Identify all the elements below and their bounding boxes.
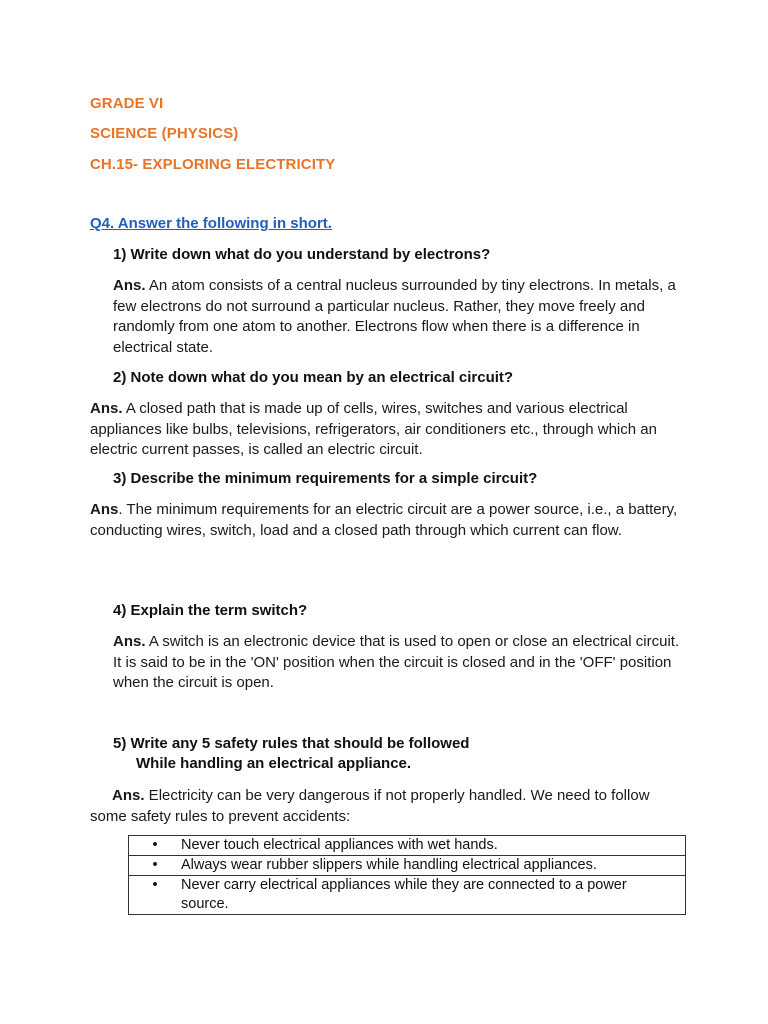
answer-1-label: Ans. [113,277,146,294]
question-1: 1) Write down what do you understand by electrons? [113,246,491,263]
grade-heading: GRADE VI [90,95,164,112]
safety-rule-1: Never touch electrical appliances with wet hands. [181,837,498,853]
safety-rules-table [128,835,686,915]
question-3: 3) Describe the minimum requirements for a simple circuit? [113,470,538,487]
question-5-line-2: While handling an electrical appliance. [136,755,412,772]
subject-heading: SCIENCE (PHYSICS) [90,125,239,142]
answer-1 [113,276,683,358]
answer-3 [90,500,680,541]
chapter-heading: CH.15- EXPLORING ELECTRICITY [90,156,336,173]
answer-2-label: Ans. [90,400,123,417]
table-cell [129,836,686,856]
safety-rule-2: Always wear rubber slippers while handling electrical appliances. [181,857,597,873]
answer-5-text: Electricity can be very dangerous if not properly handled. We need to follow some safety rules to prevent accidents: [90,787,650,825]
section-title: Q4. Answer the following in short. [90,215,332,232]
answer-5-label: Ans. [112,787,145,804]
question-5-line-1: 5) Write any 5 safety rules that should be followed [113,735,470,752]
answer-3-text: . The minimum requirements for an electric circuit are a power source, i.e., a battery, conducting wires, switch, load and a closed path through which current can flow. [90,501,678,539]
safety-rule-3: Never carry electrical appliances while they are connected to a power source. [181,877,627,912]
table-cell [129,856,686,876]
answer-5 [90,786,680,827]
table-row [129,856,686,876]
bullet-icon: • [152,877,158,893]
answer-4 [113,632,683,694]
table-row [129,836,686,856]
answer-4-label: Ans. [113,633,146,650]
table-row [129,876,686,915]
answer-2 [90,399,680,461]
bullet-icon: • [152,857,158,873]
question-2: 2) Note down what do you mean by an electrical circuit? [113,369,514,386]
answer-4-text: A switch is an electronic device that is used to open or close an electrical circuit. It is said to be in the 'ON' position when the circuit is closed and in the 'OFF' position when the circuit is open. [113,633,680,691]
table-cell [129,876,686,915]
answer-3-label: Ans [90,501,119,518]
question-4: 4) Explain the term switch? [113,602,308,619]
answer-2-text: A closed path that is made up of cells, wires, switches and various electrical appliances like bulbs, televisions, refrigerators, air conditioners etc., through which an electric current passes, is called an electric circuit. [90,400,657,458]
answer-1-text: An atom consists of a central nucleus surrounded by tiny electrons. In metals, a few electrons do not surround a particular nucleus. Rather, they move freely and randomly from one atom to another. Electrons flow when there is a difference in electrical state. [113,277,676,356]
bullet-icon: • [152,837,158,853]
